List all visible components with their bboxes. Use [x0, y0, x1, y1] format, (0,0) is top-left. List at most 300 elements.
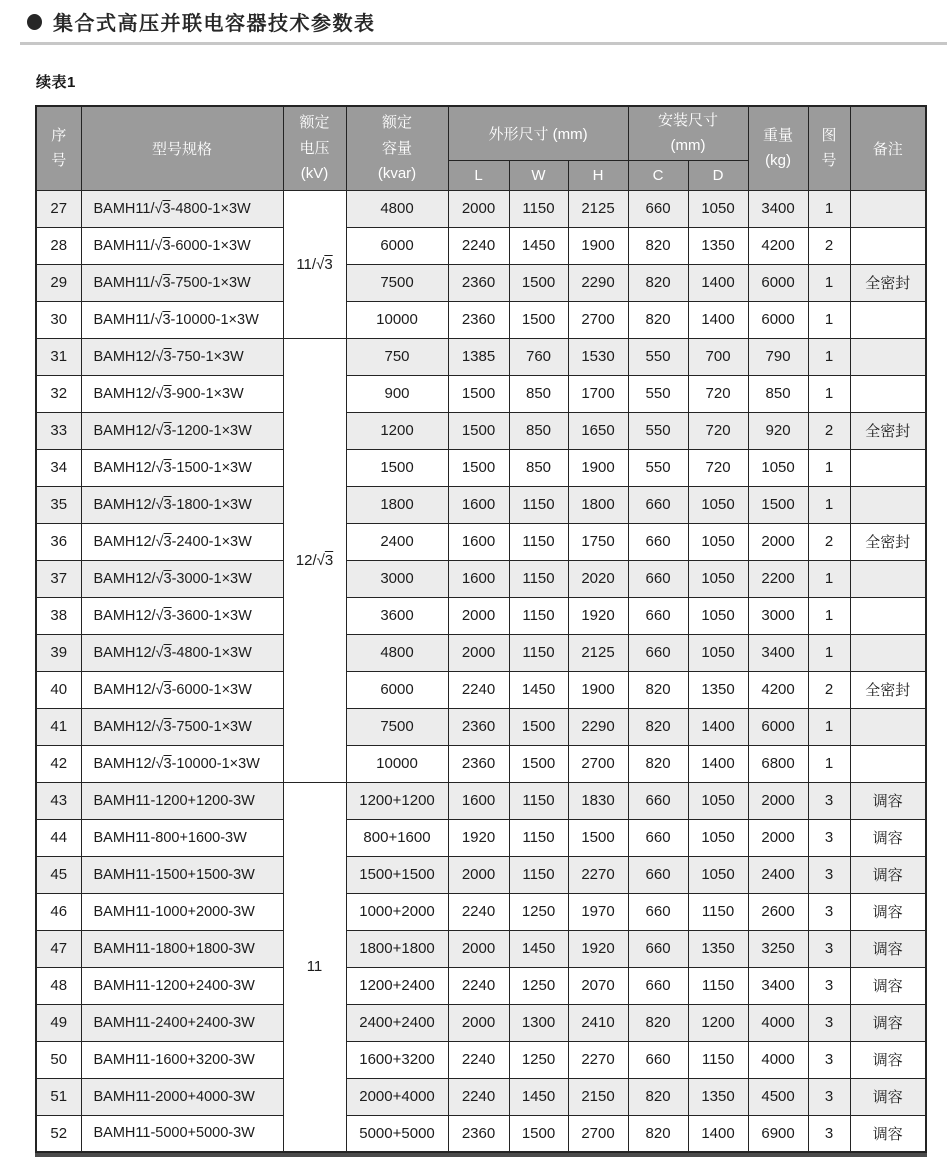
mount-c-cell: 820	[628, 1004, 688, 1041]
mount-d-cell: 1400	[688, 1115, 748, 1152]
figure-cell: 1	[808, 560, 850, 597]
weight-cell: 3400	[748, 634, 808, 671]
dim-w-cell: 760	[509, 338, 568, 375]
table-row	[36, 338, 926, 375]
figure-cell: 2	[808, 412, 850, 449]
weight-cell: 4000	[748, 1004, 808, 1041]
dim-l-cell: 2360	[448, 708, 509, 745]
dim-w-cell: 1250	[509, 1041, 568, 1078]
weight-cell: 4500	[748, 1078, 808, 1115]
mount-c-cell: 660	[628, 560, 688, 597]
dim-w-cell: 1250	[509, 967, 568, 1004]
dim-l-cell: 1500	[448, 375, 509, 412]
figure-cell: 3	[808, 856, 850, 893]
figure-cell: 3	[808, 967, 850, 1004]
dim-w-cell: 1150	[509, 523, 568, 560]
figure-cell: 1	[808, 486, 850, 523]
dim-l-cell: 2000	[448, 930, 509, 967]
mount-c-cell: 820	[628, 671, 688, 708]
figure-cell: 1	[808, 597, 850, 634]
mount-d-cell: 1150	[688, 967, 748, 1004]
model-cell: BAMH11/√3-10000-1×3W	[81, 301, 283, 338]
voltage-cell: 12/√3	[283, 338, 346, 782]
dim-w-cell: 1150	[509, 560, 568, 597]
mount-d-cell: 1050	[688, 523, 748, 560]
col-header-voltage	[283, 106, 346, 190]
weight-cell: 3400	[748, 967, 808, 1004]
col-header-remark-label: 备注	[872, 140, 903, 158]
weight-cell: 4200	[748, 227, 808, 264]
remark-cell: 全密封	[850, 264, 926, 301]
weight-cell: 2600	[748, 893, 808, 930]
remark-cell	[850, 190, 926, 227]
col-header-W: W	[509, 160, 568, 190]
col-header-figure	[808, 106, 850, 190]
weight-cell: 3400	[748, 190, 808, 227]
capacity-cell: 1600+3200	[346, 1041, 448, 1078]
table-row	[36, 523, 926, 560]
dim-l-cell: 2240	[448, 1041, 509, 1078]
mount-c-cell: 820	[628, 1115, 688, 1152]
header-row-groups	[36, 106, 926, 160]
table-row	[36, 1004, 926, 1041]
mount-d-cell: 1400	[688, 708, 748, 745]
col-header-weight-unit: (kg)	[765, 152, 791, 170]
dim-h-cell: 2020	[568, 560, 628, 597]
model-cell: BAMH12/√3-7500-1×3W	[81, 708, 283, 745]
figure-cell: 1	[808, 375, 850, 412]
remark-cell	[850, 449, 926, 486]
dim-h-cell: 2700	[568, 301, 628, 338]
model-cell: BAMH11-1800+1800-3W	[81, 930, 283, 967]
dim-l-cell: 2360	[448, 264, 509, 301]
mount-c-cell: 820	[628, 745, 688, 782]
capacity-cell: 800+1600	[346, 819, 448, 856]
mount-c-cell: 550	[628, 449, 688, 486]
capacity-cell: 6000	[346, 671, 448, 708]
dim-w-cell: 1500	[509, 708, 568, 745]
mount-c-cell: 660	[628, 190, 688, 227]
weight-cell: 3000	[748, 597, 808, 634]
serial-cell: 31	[36, 338, 81, 375]
dim-w-cell: 1150	[509, 486, 568, 523]
table-row	[36, 375, 926, 412]
table-header	[36, 106, 926, 190]
model-cell: BAMH11-800+1600-3W	[81, 819, 283, 856]
figure-cell: 3	[808, 930, 850, 967]
dim-h-cell: 2410	[568, 1004, 628, 1041]
serial-cell: 28	[36, 227, 81, 264]
weight-cell: 6000	[748, 301, 808, 338]
dim-h-cell: 1830	[568, 782, 628, 819]
figure-cell: 1	[808, 708, 850, 745]
figure-cell: 3	[808, 1078, 850, 1115]
col-header-figure-line2: 号	[821, 152, 837, 170]
capacity-cell: 1200+2400	[346, 967, 448, 1004]
col-header-figure-line1: 图	[821, 126, 837, 144]
remark-cell: 调容	[850, 967, 926, 1004]
figure-cell: 3	[808, 1115, 850, 1152]
dim-l-cell: 2360	[448, 1115, 509, 1152]
table-row	[36, 1041, 926, 1078]
dim-w-cell: 1450	[509, 227, 568, 264]
serial-cell: 40	[36, 671, 81, 708]
weight-cell: 2000	[748, 819, 808, 856]
dim-l-cell: 1385	[448, 338, 509, 375]
dim-w-cell: 1500	[509, 301, 568, 338]
table-row	[36, 745, 926, 782]
model-cell: BAMH12/√3-2400-1×3W	[81, 523, 283, 560]
capacity-cell: 1800	[346, 486, 448, 523]
mount-c-cell: 660	[628, 967, 688, 1004]
voltage-cell: 11/√3	[283, 190, 346, 338]
model-cell: BAMH11-2400+2400-3W	[81, 1004, 283, 1041]
dim-l-cell: 2000	[448, 1004, 509, 1041]
capacity-cell: 2400+2400	[346, 1004, 448, 1041]
dim-h-cell: 2125	[568, 190, 628, 227]
dim-w-cell: 1150	[509, 634, 568, 671]
figure-cell: 1	[808, 634, 850, 671]
remark-cell: 调容	[850, 819, 926, 856]
serial-cell: 52	[36, 1115, 81, 1152]
capacity-cell: 7500	[346, 264, 448, 301]
remark-cell	[850, 708, 926, 745]
table-row	[36, 190, 926, 227]
table-row	[36, 893, 926, 930]
remark-cell: 调容	[850, 1004, 926, 1041]
serial-cell: 29	[36, 264, 81, 301]
table-row	[36, 1115, 926, 1152]
dim-h-cell: 2700	[568, 1115, 628, 1152]
remark-cell	[850, 745, 926, 782]
capacity-cell: 750	[346, 338, 448, 375]
capacity-cell: 10000	[346, 301, 448, 338]
model-cell: BAMH11-1200+2400-3W	[81, 967, 283, 1004]
dim-l-cell: 1500	[448, 449, 509, 486]
table-continuation-label: 续表1	[36, 74, 76, 91]
capacity-cell: 3600	[346, 597, 448, 634]
mount-d-cell: 1050	[688, 634, 748, 671]
dim-l-cell: 2240	[448, 227, 509, 264]
mount-c-cell: 820	[628, 264, 688, 301]
mount-d-cell: 1050	[688, 597, 748, 634]
mount-c-cell: 660	[628, 893, 688, 930]
dim-l-cell: 1600	[448, 523, 509, 560]
mount-d-cell: 1050	[688, 856, 748, 893]
mount-d-cell: 1050	[688, 486, 748, 523]
dim-l-cell: 2000	[448, 597, 509, 634]
serial-cell: 41	[36, 708, 81, 745]
serial-cell: 46	[36, 893, 81, 930]
mount-d-cell: 1050	[688, 782, 748, 819]
serial-cell: 48	[36, 967, 81, 1004]
weight-cell: 2000	[748, 523, 808, 560]
serial-cell: 35	[36, 486, 81, 523]
model-cell: BAMH12/√3-750-1×3W	[81, 338, 283, 375]
mount-c-cell: 550	[628, 375, 688, 412]
capacity-cell: 1800+1800	[346, 930, 448, 967]
weight-cell: 1500	[748, 486, 808, 523]
mount-d-cell: 1350	[688, 1078, 748, 1115]
figure-cell: 1	[808, 449, 850, 486]
model-cell: BAMH12/√3-1500-1×3W	[81, 449, 283, 486]
dim-h-cell: 1650	[568, 412, 628, 449]
serial-cell: 37	[36, 560, 81, 597]
remark-cell	[850, 597, 926, 634]
mount-d-cell: 1400	[688, 301, 748, 338]
dim-h-cell: 2700	[568, 745, 628, 782]
page-title: 集合式高压并联电容器技术参数表	[53, 13, 376, 35]
model-cell: BAMH11-1200+1200-3W	[81, 782, 283, 819]
table-row	[36, 1078, 926, 1115]
capacity-cell: 10000	[346, 745, 448, 782]
parameters-table	[35, 105, 927, 1153]
figure-cell: 1	[808, 190, 850, 227]
col-header-capacity	[346, 106, 448, 190]
mount-d-cell: 720	[688, 449, 748, 486]
model-cell: BAMH12/√3-1200-1×3W	[81, 412, 283, 449]
dim-h-cell: 1530	[568, 338, 628, 375]
capacity-cell: 4800	[346, 190, 448, 227]
weight-cell: 2200	[748, 560, 808, 597]
figure-cell: 3	[808, 782, 850, 819]
remark-cell	[850, 634, 926, 671]
remark-cell: 调容	[850, 1041, 926, 1078]
mount-d-cell: 1050	[688, 190, 748, 227]
table-row	[36, 412, 926, 449]
mount-d-cell: 1200	[688, 1004, 748, 1041]
serial-cell: 49	[36, 1004, 81, 1041]
mount-c-cell: 820	[628, 227, 688, 264]
mount-c-cell: 660	[628, 486, 688, 523]
model-cell: BAMH11-1000+2000-3W	[81, 893, 283, 930]
figure-cell: 3	[808, 893, 850, 930]
weight-cell: 2400	[748, 856, 808, 893]
dim-w-cell: 1150	[509, 856, 568, 893]
weight-cell: 4000	[748, 1041, 808, 1078]
weight-cell: 6900	[748, 1115, 808, 1152]
model-cell: BAMH11/√3-6000-1×3W	[81, 227, 283, 264]
figure-cell: 1	[808, 301, 850, 338]
figure-cell: 3	[808, 1041, 850, 1078]
bullet-icon	[27, 14, 42, 30]
col-header-voltage-unit: (kV)	[300, 165, 329, 182]
mount-d-cell: 1400	[688, 745, 748, 782]
figure-cell: 2	[808, 523, 850, 560]
mount-d-cell: 1150	[688, 1041, 748, 1078]
mount-c-cell: 820	[628, 708, 688, 745]
capacity-cell: 900	[346, 375, 448, 412]
mount-c-cell: 820	[628, 301, 688, 338]
table-row	[36, 634, 926, 671]
weight-cell: 790	[748, 338, 808, 375]
mount-d-cell: 720	[688, 412, 748, 449]
figure-cell: 1	[808, 264, 850, 301]
dim-l-cell: 2360	[448, 301, 509, 338]
col-header-serial-line1: 序	[51, 126, 67, 144]
dim-h-cell: 1920	[568, 597, 628, 634]
col-header-outline-label: 外形尺寸 (mm)	[488, 125, 588, 143]
remark-cell: 全密封	[850, 412, 926, 449]
remark-cell: 全密封	[850, 671, 926, 708]
figure-cell: 1	[808, 338, 850, 375]
serial-cell: 38	[36, 597, 81, 634]
table-row	[36, 560, 926, 597]
col-header-voltage-line2: 电压	[299, 139, 330, 157]
dim-w-cell: 1150	[509, 819, 568, 856]
mount-c-cell: 660	[628, 523, 688, 560]
mount-d-cell: 1350	[688, 930, 748, 967]
mount-d-cell: 1050	[688, 560, 748, 597]
dim-w-cell: 850	[509, 375, 568, 412]
col-header-H: H	[568, 160, 628, 190]
dim-w-cell: 1500	[509, 1115, 568, 1152]
dim-l-cell: 1500	[448, 412, 509, 449]
remark-cell: 调容	[850, 782, 926, 819]
dim-h-cell: 1920	[568, 930, 628, 967]
table-row	[36, 486, 926, 523]
weight-cell: 1050	[748, 449, 808, 486]
serial-cell: 33	[36, 412, 81, 449]
model-cell: BAMH12/√3-3600-1×3W	[81, 597, 283, 634]
remark-cell: 调容	[850, 856, 926, 893]
serial-cell: 27	[36, 190, 81, 227]
weight-cell: 6000	[748, 708, 808, 745]
table-row	[36, 227, 926, 264]
serial-cell: 39	[36, 634, 81, 671]
weight-cell: 3250	[748, 930, 808, 967]
mount-c-cell: 660	[628, 856, 688, 893]
weight-cell: 4200	[748, 671, 808, 708]
remark-cell: 调容	[850, 930, 926, 967]
capacity-cell: 6000	[346, 227, 448, 264]
col-header-mount-unit: (mm)	[670, 137, 706, 155]
dim-l-cell: 2360	[448, 745, 509, 782]
table-row	[36, 856, 926, 893]
col-header-capacity-line2: 容量	[381, 139, 412, 157]
dim-h-cell: 2290	[568, 264, 628, 301]
dim-h-cell: 1800	[568, 486, 628, 523]
col-header-remark	[850, 106, 926, 190]
capacity-cell: 1500	[346, 449, 448, 486]
col-header-serial-line2: 号	[51, 152, 67, 170]
page-title-row	[0, 0, 950, 36]
dim-h-cell: 2270	[568, 856, 628, 893]
mount-c-cell: 820	[628, 1078, 688, 1115]
serial-cell: 30	[36, 301, 81, 338]
serial-cell: 34	[36, 449, 81, 486]
table-row	[36, 930, 926, 967]
dim-l-cell: 2240	[448, 671, 509, 708]
model-cell: BAMH12/√3-4800-1×3W	[81, 634, 283, 671]
col-header-L: L	[448, 160, 509, 190]
serial-cell: 32	[36, 375, 81, 412]
figure-cell: 2	[808, 671, 850, 708]
dim-l-cell: 2240	[448, 967, 509, 1004]
table-row	[36, 301, 926, 338]
dim-w-cell: 1150	[509, 597, 568, 634]
dim-l-cell: 1600	[448, 560, 509, 597]
dim-l-cell: 1600	[448, 486, 509, 523]
serial-cell: 45	[36, 856, 81, 893]
figure-cell: 3	[808, 819, 850, 856]
model-cell: BAMH11-1600+3200-3W	[81, 1041, 283, 1078]
model-cell: BAMH12/√3-10000-1×3W	[81, 745, 283, 782]
dim-h-cell: 1970	[568, 893, 628, 930]
dim-l-cell: 2000	[448, 856, 509, 893]
mount-c-cell: 660	[628, 930, 688, 967]
model-cell: BAMH12/√3-900-1×3W	[81, 375, 283, 412]
figure-cell: 3	[808, 1004, 850, 1041]
mount-d-cell: 1150	[688, 893, 748, 930]
dim-h-cell: 2290	[568, 708, 628, 745]
serial-cell: 47	[36, 930, 81, 967]
serial-cell: 44	[36, 819, 81, 856]
dim-w-cell: 1150	[509, 190, 568, 227]
dim-h-cell: 1900	[568, 449, 628, 486]
table-row	[36, 449, 926, 486]
dim-l-cell: 1600	[448, 782, 509, 819]
model-cell: BAMH12/√3-1800-1×3W	[81, 486, 283, 523]
remark-cell	[850, 375, 926, 412]
table-row	[36, 967, 926, 1004]
model-cell: BAMH11-5000+5000-3W	[81, 1115, 283, 1152]
weight-cell: 850	[748, 375, 808, 412]
capacity-cell: 1000+2000	[346, 893, 448, 930]
table-row	[36, 264, 926, 301]
dim-h-cell: 1900	[568, 671, 628, 708]
model-cell: BAMH12/√3-6000-1×3W	[81, 671, 283, 708]
mount-c-cell: 660	[628, 597, 688, 634]
mount-c-cell: 550	[628, 412, 688, 449]
mount-c-cell: 660	[628, 782, 688, 819]
dim-h-cell: 2125	[568, 634, 628, 671]
mount-d-cell: 700	[688, 338, 748, 375]
model-cell: BAMH11/√3-4800-1×3W	[81, 190, 283, 227]
col-header-mount-group	[628, 106, 748, 160]
figure-cell: 2	[808, 227, 850, 264]
dim-h-cell: 1750	[568, 523, 628, 560]
dim-l-cell: 2000	[448, 634, 509, 671]
dim-w-cell: 1500	[509, 745, 568, 782]
col-header-weight-line1: 重量	[763, 126, 794, 144]
capacity-cell: 7500	[346, 708, 448, 745]
capacity-cell: 1200	[346, 412, 448, 449]
table-row	[36, 708, 926, 745]
remark-cell	[850, 486, 926, 523]
table-row	[36, 782, 926, 819]
weight-cell: 920	[748, 412, 808, 449]
mount-d-cell: 720	[688, 375, 748, 412]
col-header-weight	[748, 106, 808, 190]
dim-l-cell: 1920	[448, 819, 509, 856]
model-cell: BAMH12/√3-3000-1×3W	[81, 560, 283, 597]
mount-c-cell: 660	[628, 634, 688, 671]
table-row	[36, 819, 926, 856]
dim-h-cell: 2150	[568, 1078, 628, 1115]
dim-w-cell: 1450	[509, 671, 568, 708]
col-header-C: C	[628, 160, 688, 190]
voltage-cell: 11	[283, 782, 346, 1152]
figure-cell: 1	[808, 745, 850, 782]
weight-cell: 6000	[748, 264, 808, 301]
col-header-model	[81, 106, 283, 190]
capacity-cell: 2000+4000	[346, 1078, 448, 1115]
col-header-capacity-unit: (kvar)	[377, 165, 417, 182]
remark-cell: 调容	[850, 1115, 926, 1152]
title-divider	[20, 42, 947, 45]
remark-cell	[850, 301, 926, 338]
